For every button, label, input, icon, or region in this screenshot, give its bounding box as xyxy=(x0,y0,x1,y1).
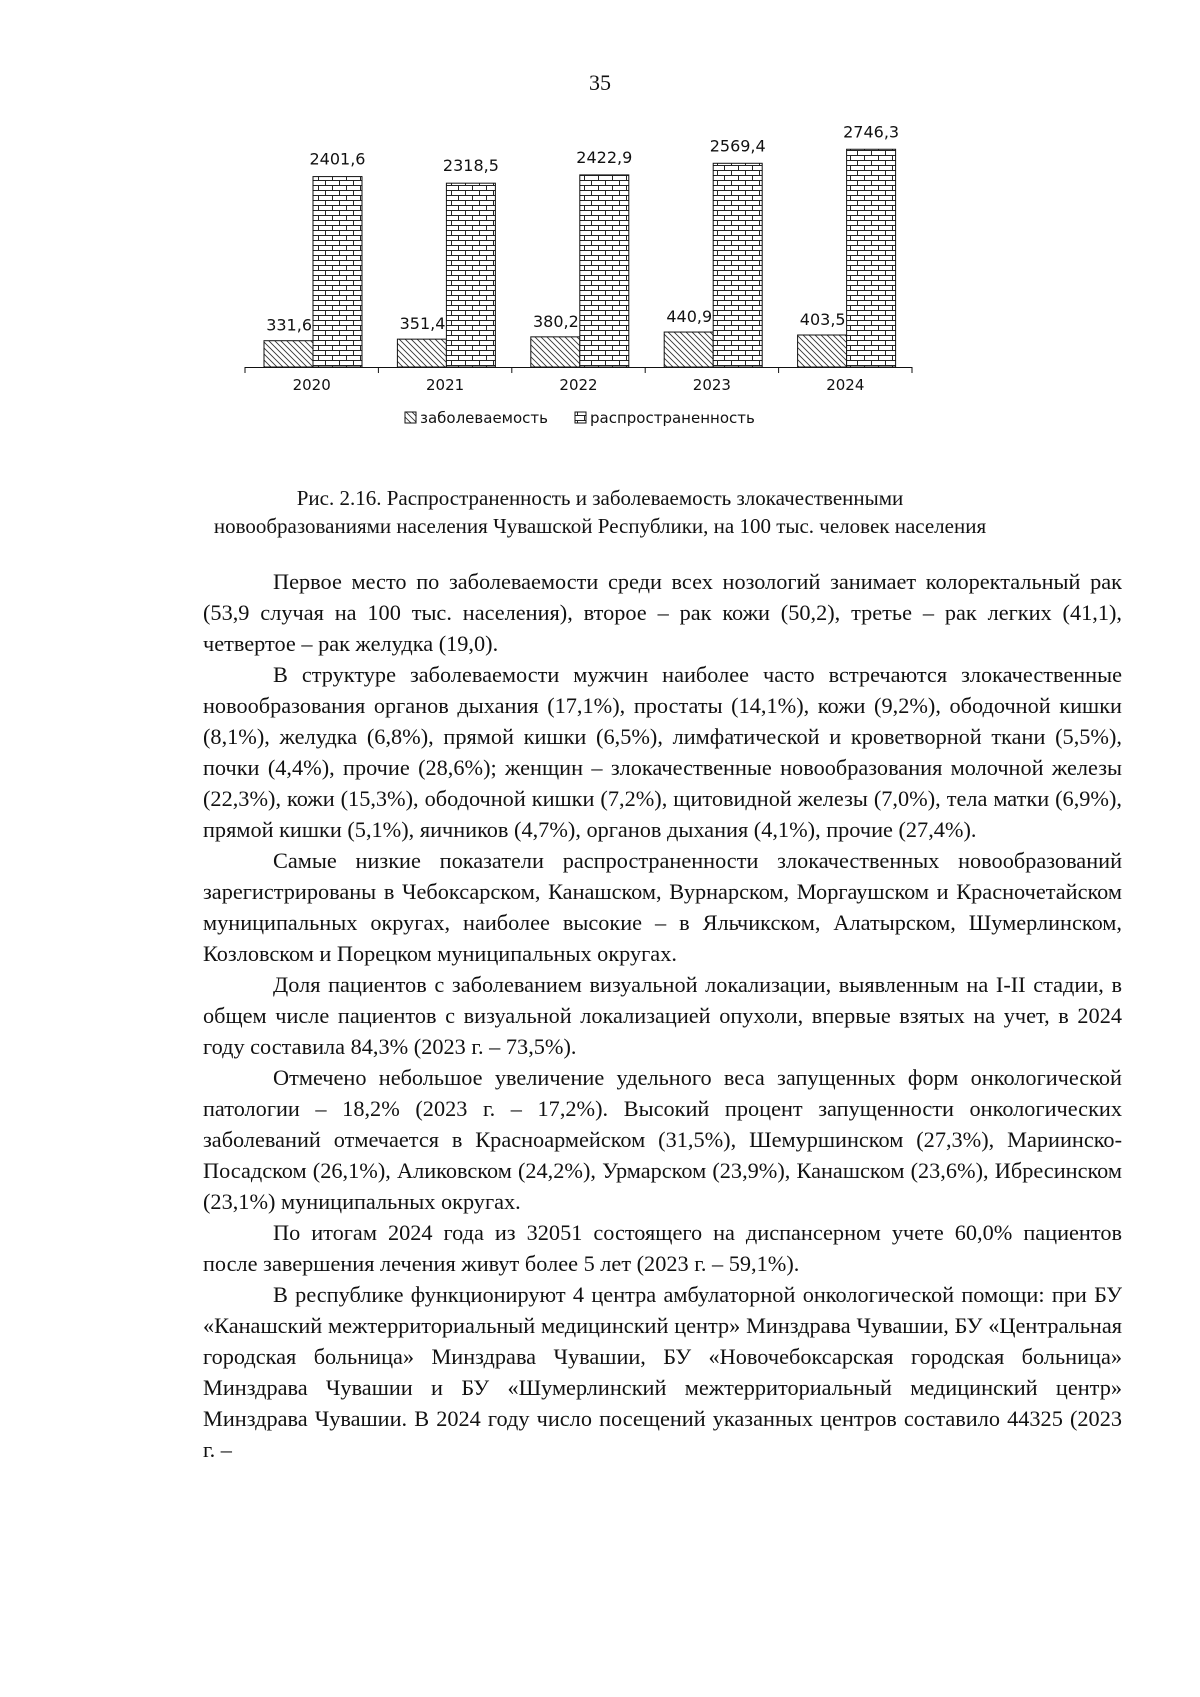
caption-line-2: новообразованиями населения Чувашской Республики, на 100 тыс. человек населения xyxy=(213,514,987,538)
paragraph-3: Самые низкие показатели распространенности злокачественных новообразований зарегистрированы в Чебоксарском, Канашском, Вурнарском, Моргаушском и Красночетайском муниципальных округах, наиболее высокие – в Яльчикском, Алатырском, Шумерлинском, Козловском и Порецком муниципальных округах. xyxy=(203,848,1122,966)
data-label-prevalence-2020: 2401,6 xyxy=(309,149,366,169)
bar-prevalence-2022 xyxy=(580,175,629,367)
data-label-prevalence-2024: 2746,3 xyxy=(843,122,900,142)
caption-line-1: Рис. 2.16. Распространенность и заболеваемость злокачественными xyxy=(296,486,904,510)
bar-incidence-2020 xyxy=(264,341,313,367)
paragraph-5: Отмечено небольшое увеличение удельного веса запущенных форм онкологической патологии – 18,2% (2023 г. – 17,2%). Высокий процент запущенности онкологических заболеваний отмечается в Красноармейском (31,5%), Шемуршинском (27,3%), Мариинско-Посадском (26,1%), Аликовском (24,2%), Урмарском (23,9%), Канашском (23,6%), Ибресинском (23,1%) муниципальных округах. xyxy=(203,1065,1122,1214)
paragraph-1: Первое место по заболеваемости среди всех нозологий занимает колоректальный рак (53,9 случая на 100 тыс. населения), второе – рак кожи (50,2), третье – рак легких (41,1), четвертое – рак желудка (19,0). xyxy=(203,569,1122,656)
chart-bars xyxy=(264,122,899,367)
bar-incidence-2022 xyxy=(531,337,580,367)
x-tick-label-2023: 2023 xyxy=(692,376,731,394)
bar-prevalence-2023 xyxy=(713,163,762,367)
data-label-incidence-2022: 380,2 xyxy=(532,311,579,331)
x-axis xyxy=(245,367,912,394)
paragraph-6: По итогам 2024 года из 32051 состоящего на диспансерном учете 60,0% пациентов после завершения лечения живут более 5 лет (2023 г. – 59,1%). xyxy=(203,1220,1122,1276)
bar-prevalence-2020 xyxy=(313,177,362,367)
page-number: 35 xyxy=(589,70,611,95)
legend-swatch-prevalence xyxy=(575,412,586,423)
body-text xyxy=(203,566,1122,1465)
bar-chart xyxy=(0,0,1200,470)
legend-swatch-incidence xyxy=(405,412,416,423)
x-tick-label-2024: 2024 xyxy=(826,376,865,394)
legend-label-incidence: заболеваемость xyxy=(420,409,548,427)
paragraph-4: Доля пациентов с заболеванием визуальной локализации, выявленным на I-II стадии, в общем числе пациентов с визуальной локализацией опухоли, впервые взятых на учет, в 2024 году составила 84,3% (2023 г. – 73,5%). xyxy=(203,972,1122,1059)
bar-prevalence-2024 xyxy=(847,149,896,367)
chart-legend xyxy=(405,409,755,427)
data-label-incidence-2020: 331,6 xyxy=(266,315,312,335)
figure-caption xyxy=(150,484,1050,540)
bar-incidence-2023 xyxy=(664,332,713,367)
data-label-prevalence-2023: 2569,4 xyxy=(709,136,766,156)
x-tick-label-2021: 2021 xyxy=(426,376,465,394)
bar-incidence-2024 xyxy=(798,335,847,367)
paragraph-2: В структуре заболеваемости мужчин наиболее часто встречаются злокачественные новообразования органов дыхания (17,1%), простаты (14,1%), кожи (9,2%), ободочной кишки (8,1%), желудка (6,8%), прямой кишки (6,5%), лимфатической и кроветворной ткани (5,5%), почки (4,4%), прочие (28,6%); женщин – злокачественные новообразования молочной железы (22,3%), кожи (15,3%), ободочной кишки (7,2%), щитовидной железы (7,0%), тела матки (6,9%), прямой кишки (5,1%), яичников (4,7%), органов дыхания (4,1%), прочие (27,4%). xyxy=(203,662,1122,842)
data-label-incidence-2021: 351,4 xyxy=(399,314,446,334)
bar-prevalence-2021 xyxy=(446,183,495,367)
legend-label-prevalence: распространенность xyxy=(590,409,755,427)
x-tick-label-2022: 2022 xyxy=(559,376,598,394)
data-label-prevalence-2021: 2318,5 xyxy=(442,156,499,176)
paragraph-7: В республике функционируют 4 центра амбулаторной онкологической помощи: при БУ «Канашский межтерриториальный медицинский центр» Минздрава Чувашии, БУ «Центральная городская больница» Минздрава Чувашии, БУ «Новочебоксарская городская больница» Минздрава Чувашии и БУ «Шумерлинский межтерриториальный медицинский центр» Минздрава Чувашии. В 2024 году число посещений указанных центров составило 44325 (2023 г. – xyxy=(203,1282,1122,1462)
data-label-incidence-2024: 403,5 xyxy=(799,310,846,330)
x-tick-label-2020: 2020 xyxy=(292,376,331,394)
bar-incidence-2021 xyxy=(397,339,446,367)
data-label-prevalence-2022: 2422,9 xyxy=(576,147,633,167)
data-label-incidence-2023: 440,9 xyxy=(666,307,713,327)
